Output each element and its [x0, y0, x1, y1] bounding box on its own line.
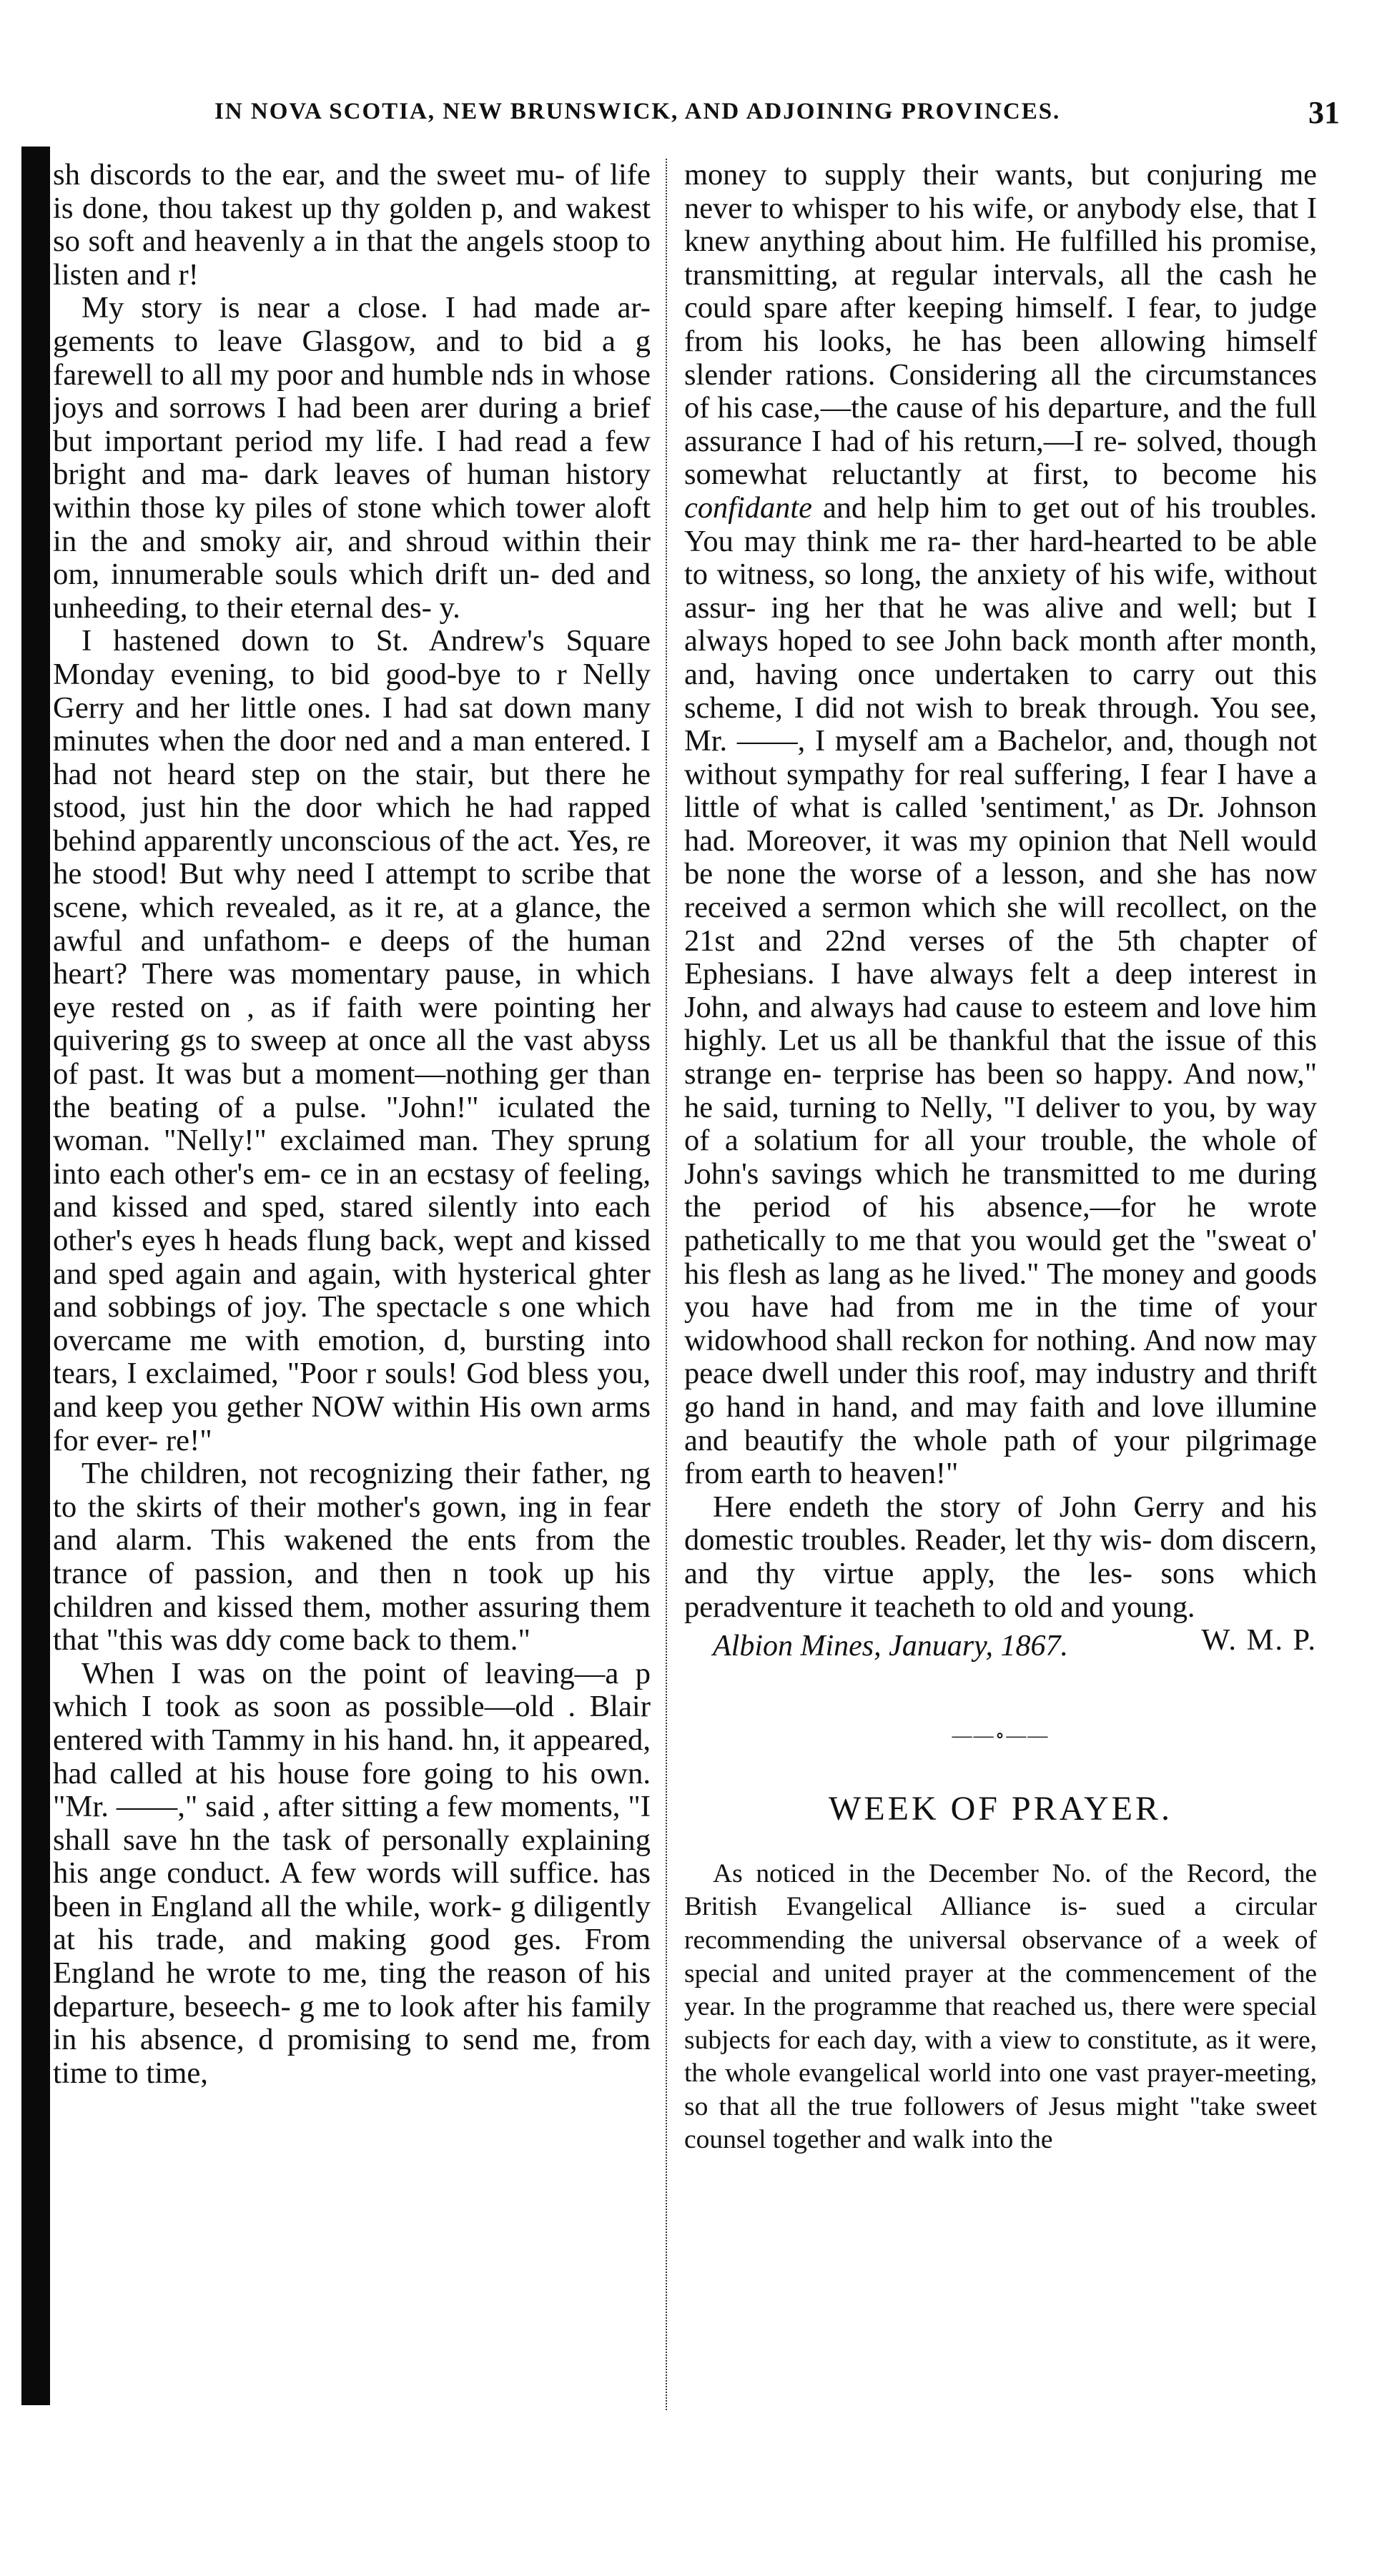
dateline: Albion Mines, January, 1867. [713, 1630, 1068, 1663]
running-head: IN NOVA SCOTIA, NEW BRUNSWICK, AND ADJOINING PROVINCES. [214, 99, 1061, 124]
paragraph: I hastened down to St. Andrew's Square Monday evening, to bid good-bye to r Nelly Gerry and her little ones. I had sat down many minutes when the door ned and a man entered. I had not heard step on the stair, but there he stood, just hin the door which he had rapped behind apparently unconscious of the act. Yes, re he stood! But why need I attempt to scribe that scene, which revealed, as it re, at a glance, the awful and unfathom- e deeps of the human heart? There was momentary pause, in which eye rested on , as if faith were pointing her quivering gs to sweep at once all the vast abyss of past. It was but a moment—nothing ger than the beating of a pulse. "John!" iculated the woman. "Nelly!" exclaimed man. They sprung into each other's em- ce in an ecstasy of feeling, and kissed and sped, stared silently into each other's eyes h heads flung back, wept and kissed and sped again and again, with hysterical ghter and sobbings of joy. The spectacle s one which overcame me with emotion, d, bursting into tears, I exclaimed, "Poor r souls! God bless you, and keep you gether NOW within His own arms for ever- re!" [53, 624, 651, 1457]
page-number: 31 [1308, 95, 1340, 130]
paragraph [684, 159, 1317, 1491]
paragraph-text: Here endeth the story of John Gerry and his domestic troubles. Reader, let thy wis- dom discern, and thy virtue apply, the les- sons which peradventure it teacheth to old and young. [684, 1490, 1317, 1624]
italic-word: confidante [684, 490, 812, 525]
paragraph: sh discords to the ear, and the sweet mu- of life is done, thou takest up thy golden p, and wakest so soft and heavenly a in that the angels stoop to listen and r! [53, 159, 651, 292]
paragraph: The children, not recognizing their father, ng to the skirts of their mother's gown, ing in fear and alarm. This wakened the ents from the trance of passion, and then n took up his children and kissed them, mother assuring them that "this was ddy come back to them." [53, 1457, 651, 1658]
paragraph: My story is near a close. I had made ar- gements to leave Glasgow, and to bid a g farewell to all my poor and humble nds in whose joys and sorrows I had been arer during a brief but important period my life. I had read a few bright and ma- dark leaves of human history within those ky piles of stone which tower aloft in the and smoky air, and shroud within their om, innumerable souls which drift un- ded and unheeding, to their eternal des- y. [53, 291, 651, 625]
paragraph-text: money to supply their wants, but conjuring me never to whisper to his wife, or anybody else, that I knew anything about him. He fulfilled his promise, transmitting, at regular intervals, all the cash he could spare after keeping himself. I fear, to judge from his looks, he has been allowing himself slender rations. Considering all the circumstances of his case,—the cause of his departure, and the full assurance I had of his return,—I re- solved, though somewhat reluctantly at first, to become his [684, 159, 1317, 492]
paragraph-text: and help him to get out of his troubles. You may think me ra- ther hard-hearted to be able to witness, so long, the anxiety of his wife, without assur- ing her that he was alive and well; but I always hoped to see John back month after month, and, having once undertaken to carry out this scheme, I did not wish to break through. You see, Mr. ——, I myself am a Bachelor, and, though not without sympathy for real suffering, I fear I have a little of what is called 'sentiment,' as Dr. Johnson had. Moreover, it was my opinion that Nell would be none the worse of a lesson, and she has now received a sermon which she will recollect, on the 21st and 22nd verses of the 5th chapter of Ephesians. I have always felt a deep interest in John, and always had cause to esteem and love him highly. Let us all be thankful that the issue of this strange en- terprise has been so happy. And now," he said, turning to Nelly, "I deliver to you, by way of a solatium for all your trouble, the whole of John's savings which he transmitted to me during the period of his absence,—for he wrote pathetically to me that you would get the "sweat o' his flesh as lang as he lived." The money and goods you have had from me in the time of your widowhood shall reckon for nothing. And now may peace dwell under this roof, may industry and thrift go hand in hand, and may faith and love illumine and beautify the whole path of your pilgrimage from earth to heaven!" [684, 490, 1317, 1491]
right-column [684, 159, 1317, 2417]
section-heading: WEEK OF PRAYER. [829, 1789, 1173, 1828]
left-column [53, 159, 651, 2417]
paragraph: When I was on the point of leaving—a p which I took as soon as possible—old . Blair entered with Tammy in his hand. hn, it appeared, had called at his house fore going to his own. "Mr. ——," said , after sitting a few moments, "I shall save hn the task of personally explaining his ange conduct. A few words will suffice. has been in England all the while, work- g diligently at his trade, and making good ges. From England he wrote to me, ting the reason of his departure, beseech- g me to look after his family in his absence, d promising to send me, from time to time, [53, 1656, 651, 2090]
author-initials: W. M. P. [1201, 1623, 1317, 1658]
binding-shadow [21, 147, 50, 2405]
section-separator: ——∘—— [952, 1724, 1050, 1747]
column-divider [666, 159, 668, 2410]
paragraph: As noticed in the December No. of the Record, the British Evangelical Alliance is- sued a circular recommending the universal observance of a week of special and united prayer at the commencement of the year. In the programme that reached us, there were special subjects for each day, with a view to constitute, as it were, the whole evangelical world into one vast prayer-meeting, so that all the true followers of Jesus might "take sweet counsel together and walk into the [684, 1858, 1317, 2155]
